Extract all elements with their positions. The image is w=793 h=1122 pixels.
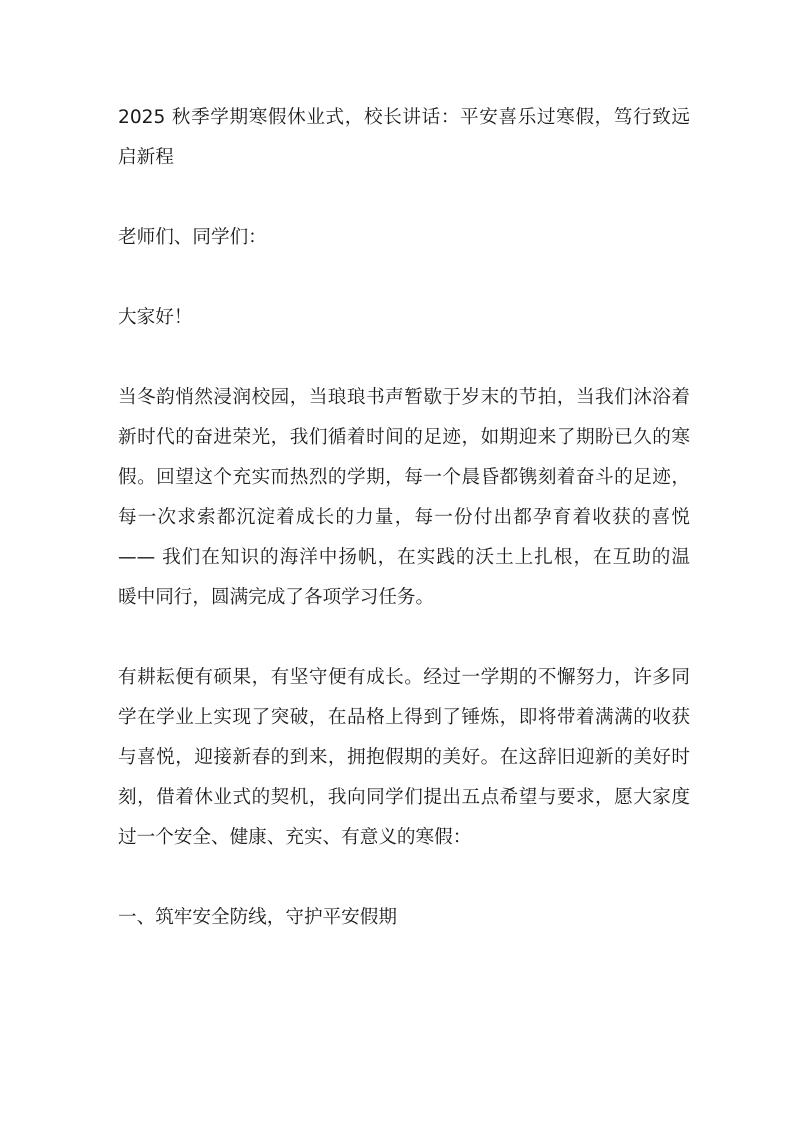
salutation-text: 老师们、同学们：: [118, 227, 267, 248]
paragraph-line: 刻，借着休业式的契机，我向同学们提出五点希望与要求，愿大家度: [118, 787, 690, 808]
greeting-text: 大家好！: [118, 307, 193, 328]
paragraph-line: 学在学业上实现了突破，在品格上得到了锤炼，即将带着满满的收获: [118, 707, 690, 728]
document-title: [118, 98, 690, 178]
title-line: 2025 秋季学期寒假休业式，校长讲话：平安喜乐过寒假，笃行致远: [118, 107, 690, 128]
paragraph-line: —— 我们在知识的海洋中扬帆，在实践的沃土上扎根，在互助的温: [118, 547, 690, 568]
paragraph-line: 有耕耘便有硕果，有坚守便有成长。经过一学期的不懈努力，许多同: [118, 667, 690, 688]
section-heading-1: [118, 898, 690, 938]
paragraph-1: [118, 378, 690, 618]
section-heading-text: 一、筑牢安全防线，守护平安假期: [118, 907, 397, 928]
paragraph-line: 过一个安全、健康、充实、有意义的寒假：: [118, 827, 472, 848]
paragraph-line: 当冬韵悄然浸润校园，当琅琅书声暂歇于岁末的节拍，当我们沐浴着: [118, 387, 690, 408]
title-line: 启新程: [118, 147, 174, 168]
paragraph-line: 与喜悦，迎接新春的到来，拥抱假期的美好。在这辞旧迎新的美好时: [118, 747, 690, 768]
paragraph-2: [118, 658, 690, 858]
paragraph-line: 新时代的奋进荣光，我们循着时间的足迹，如期迎来了期盼已久的寒: [118, 427, 690, 448]
salutation: [118, 218, 690, 258]
paragraph-line: 每一次求索都沉淀着成长的力量，每一份付出都孕育着收获的喜悦: [118, 507, 690, 528]
paragraph-line: 暖中同行，圆满完成了各项学习任务。: [118, 587, 435, 608]
paragraph-line: 假。回望这个充实而热烈的学期，每一个晨昏都镌刻着奋斗的足迹，: [118, 467, 690, 488]
document-page: [118, 98, 690, 978]
greeting: [118, 298, 690, 338]
